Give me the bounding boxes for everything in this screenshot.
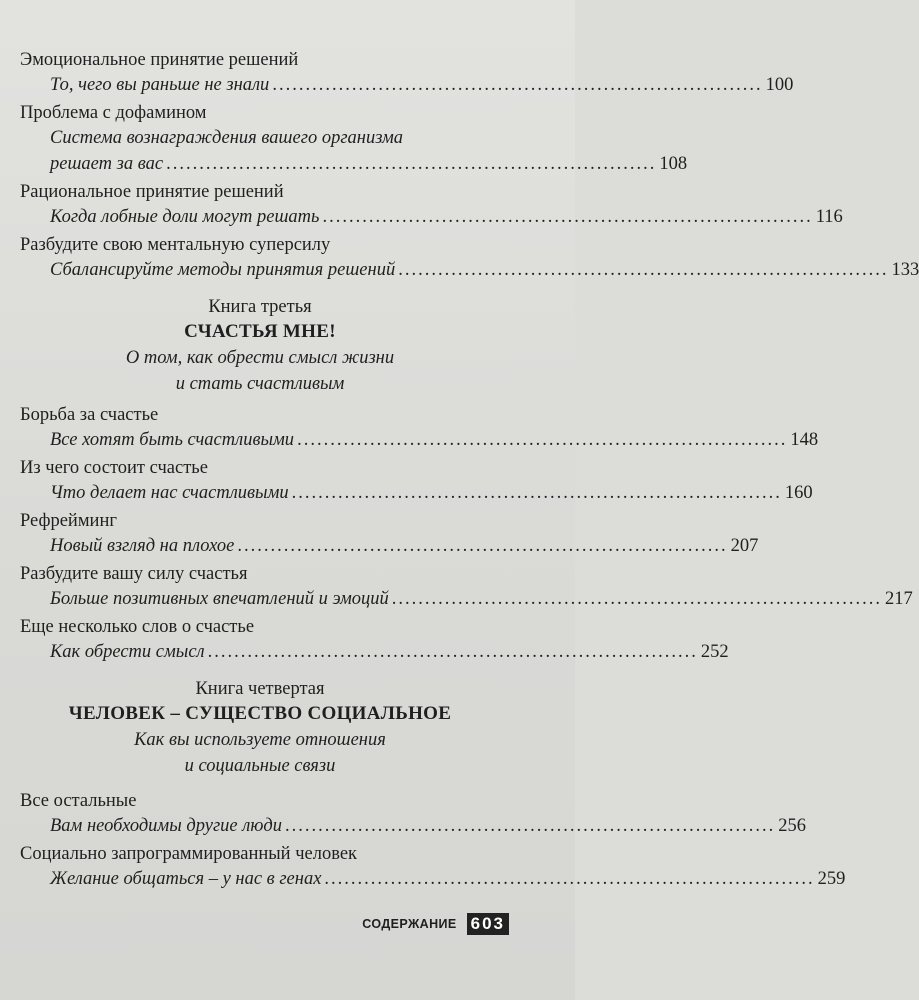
book-description: О том, как обрести смысл жизни <box>125 348 395 368</box>
chapter-title: Еще несколько слов о счастье <box>20 617 255 637</box>
chapter-title: Борьба за счастье <box>20 405 159 425</box>
chapter-title: Рациональное принятие решений <box>20 182 284 202</box>
toc-entry <box>20 456 813 506</box>
toc-entry <box>20 101 688 177</box>
page-number: 207 <box>730 536 759 556</box>
chapter-subtitle: Больше позитивных впечатлений и эмоций <box>50 589 389 609</box>
chapter-title: Все остальные <box>20 791 137 811</box>
page-number: 217 <box>885 589 913 609</box>
chapter-subtitle: Сбалансируйте методы принятия решений <box>50 260 396 280</box>
chapter-title: Проблема с дофамином <box>20 103 207 123</box>
book-label: Книга третья <box>208 297 312 317</box>
book-description: Как вы используете отношения <box>134 730 386 750</box>
toc-section-1 <box>20 48 919 283</box>
toc-entry <box>20 615 729 665</box>
chapter-title: Разбудите вашу силу счастья <box>20 564 248 584</box>
chapter-subtitle: Все хотят быть счастливыми <box>50 430 295 450</box>
page-number: 100 <box>765 75 794 95</box>
dot-leader: .......................................................................... <box>272 75 763 95</box>
toc-entry <box>20 180 843 230</box>
chapter-title: Социально запрограммированный человек <box>20 844 358 864</box>
dot-leader: .......................................................................... <box>285 816 776 836</box>
toc-entry <box>20 562 913 612</box>
chapter-subtitle: Желание общаться – у нас в генах <box>50 869 322 889</box>
toc-book-3 <box>20 403 913 665</box>
page-number: 252 <box>700 642 729 662</box>
chapter-title: Разбудите свою ментальную суперсилу <box>20 235 331 255</box>
chapter-subtitle: решает за вас <box>50 154 164 174</box>
chapter-title: Эмоциональное принятие решений <box>20 50 299 70</box>
toc-entry <box>20 509 759 559</box>
dot-leader: .......................................................................... <box>322 207 813 227</box>
toc-entry <box>20 789 806 839</box>
toc-book-4 <box>20 789 846 892</box>
page-number: 108 <box>659 154 688 174</box>
chapter-subtitle: Система вознаграждения вашего организма <box>50 128 404 148</box>
book-label: Книга четвертая <box>195 679 325 699</box>
chapter-subtitle: Новый взгляд на плохое <box>50 536 235 556</box>
chapter-subtitle: Когда лобные доли могут решать <box>50 207 320 227</box>
book-title: СЧАСТЬЯ МНЕ! <box>184 321 336 342</box>
toc-entry <box>20 233 919 283</box>
chapter-title: Из чего состоит счастье <box>20 458 208 478</box>
dot-leader: .......................................................................... <box>207 642 698 662</box>
chapter-subtitle: Вам необходимы другие люди <box>50 816 282 836</box>
toc-entry <box>20 48 794 98</box>
chapter-subtitle: То, чего вы раньше не знали <box>50 75 270 95</box>
chapter-subtitle: Как обрести смысл <box>50 642 205 662</box>
page-number: 256 <box>778 816 806 836</box>
book-4-header <box>20 677 500 779</box>
book-title: ЧЕЛОВЕК – СУЩЕСТВО СОЦИАЛЬНОЕ <box>68 703 452 724</box>
page-footer <box>362 913 509 935</box>
page-number: 116 <box>815 207 843 227</box>
dot-leader: .......................................................................... <box>398 260 889 280</box>
folio-page-number: 603 <box>467 913 509 935</box>
chapter-title: Рефрейминг <box>20 511 117 531</box>
dot-leader: .......................................................................... <box>291 483 782 503</box>
page-number: 148 <box>790 430 819 450</box>
book-3-header <box>20 295 500 397</box>
book-description: и стать счастливым <box>175 374 345 394</box>
dot-leader: .......................................................................... <box>166 154 657 174</box>
page-number: 160 <box>784 483 813 503</box>
toc-entry <box>20 403 819 453</box>
book-description: и социальные связи <box>184 756 336 776</box>
dot-leader: .......................................................................... <box>324 869 815 889</box>
running-header-section: СОДЕРЖАНИЕ <box>362 917 457 931</box>
chapter-subtitle: Что делает нас счастливыми <box>50 483 289 503</box>
page-number: 133 <box>891 260 919 280</box>
page-number: 259 <box>817 869 846 889</box>
dot-leader: .......................................................................... <box>297 430 788 450</box>
toc-entry <box>20 842 846 892</box>
dot-leader: .......................................................................... <box>391 589 883 609</box>
dot-leader: .......................................................................... <box>237 536 728 556</box>
